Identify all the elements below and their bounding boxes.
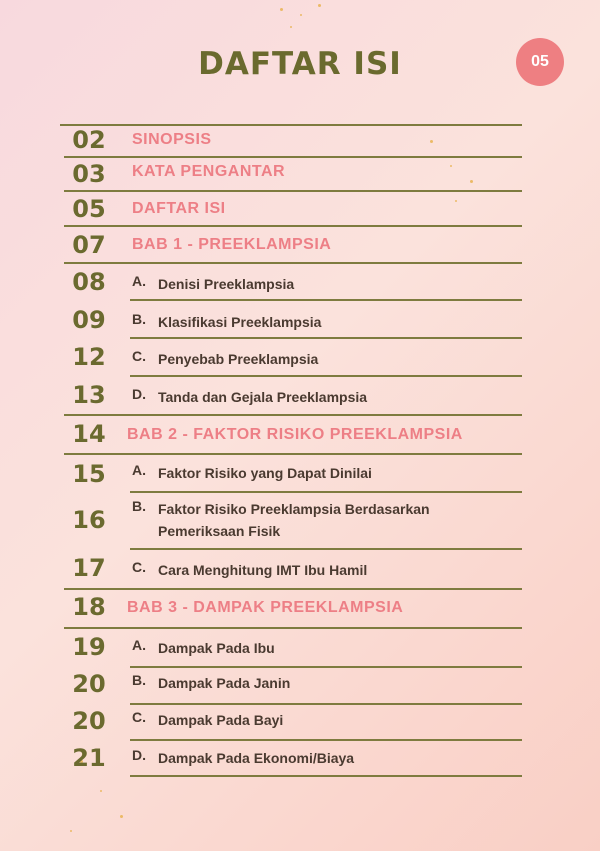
sub-label-line1: Faktor Risiko Preeklampsia Berdasarkan [158,501,430,517]
page-number-badge: 05 [516,38,564,86]
divider [130,666,522,668]
divider [64,156,522,158]
toc-page-number: 13 [72,381,106,409]
divider [64,453,522,455]
divider [130,548,522,550]
sub-letter: C. [132,709,146,725]
divider [130,299,522,301]
sub-label: Dampak Pada Ekonomi/Biaya [158,750,355,766]
toc-page-number: 09 [72,306,106,334]
toc-entry-bab-3[interactable]: BAB 3 - DAMPAK PREEKLAMPSIA [127,599,404,616]
toc-page-number: 18 [72,593,106,621]
toc-entry-sub[interactable] [132,273,294,295]
sub-label: Cara Menghitung IMT Ibu Hamil [158,562,368,578]
divider [130,375,522,377]
divider [130,739,522,741]
toc-page-number: 19 [72,633,106,661]
sub-letter: A. [132,462,146,478]
toc-entry-kata-pengantar[interactable]: KATA PENGANTAR [132,163,286,180]
divider [130,491,522,493]
divider [130,775,522,777]
toc-page-number: 07 [72,231,106,259]
sub-label: Dampak Pada Janin [158,675,291,691]
divider [130,337,522,339]
toc-entry-sub[interactable] [132,672,290,694]
sub-letter: C. [132,348,146,364]
sub-label: Penyebab Preeklampsia [158,351,319,367]
toc-entry-sub[interactable] [132,747,354,769]
toc-page-number: 21 [72,744,106,772]
toc-entry-sub[interactable] [132,637,275,659]
sub-letter: C. [132,559,146,575]
sub-label: Dampak Pada Ibu [158,640,275,656]
divider [64,225,522,227]
toc-page-number: 15 [72,460,106,488]
toc-page-number: 16 [72,506,106,534]
toc-page-number: 12 [72,343,106,371]
toc-entry-sub[interactable] [132,709,283,731]
toc-entry-sub[interactable] [132,559,367,581]
sub-label: Klasifikasi Preeklampsia [158,314,322,330]
sub-letter: B. [132,498,146,514]
toc-page-number: 20 [72,670,106,698]
toc-entry-sub[interactable] [132,311,321,333]
sub-label: Faktor Risiko yang Dapat Dinilai [158,465,372,481]
toc-entry-sub[interactable] [132,348,318,370]
toc-entry-bab-2[interactable]: BAB 2 - FAKTOR RISIKO PREEKLAMPSIA [127,426,463,443]
toc-page-number: 14 [72,420,106,448]
divider [60,124,522,126]
toc-entry-sub[interactable] [132,386,367,408]
toc-page-number: 05 [72,195,106,223]
sub-letter: B. [132,311,146,327]
toc-entry-sinopsis[interactable]: SINOPSIS [132,131,212,148]
toc-entry-sub[interactable] [132,462,372,484]
sub-letter: B. [132,672,146,688]
sub-letter: D. [132,386,146,402]
sub-letter: A. [132,637,146,653]
sub-letter: A. [132,273,146,289]
toc-entry-bab-1[interactable]: BAB 1 - PREEKLAMPSIA [132,236,332,253]
toc-page-number: 17 [72,554,106,582]
toc-entry-daftar-isi[interactable]: DAFTAR ISI [132,200,226,217]
toc-entry-sub[interactable] [132,498,430,542]
toc-page-number: 03 [72,160,106,188]
divider [130,703,522,705]
sub-label: Denisi Preeklampsia [158,276,295,292]
sub-letter: D. [132,747,146,763]
sub-label: Dampak Pada Bayi [158,712,284,728]
toc-page-number: 20 [72,707,106,735]
sub-label: Tanda dan Gejala Preeklampsia [158,389,368,405]
page-title: DAFTAR ISI [198,46,402,82]
divider [64,262,522,264]
divider [64,588,522,590]
toc-page-number: 02 [72,126,106,154]
divider [64,414,522,416]
divider [64,627,522,629]
toc-page-number: 08 [72,268,106,296]
sub-label [158,498,430,542]
sub-label-line2: Pemeriksaan Fisik [158,523,281,539]
divider [64,190,522,192]
